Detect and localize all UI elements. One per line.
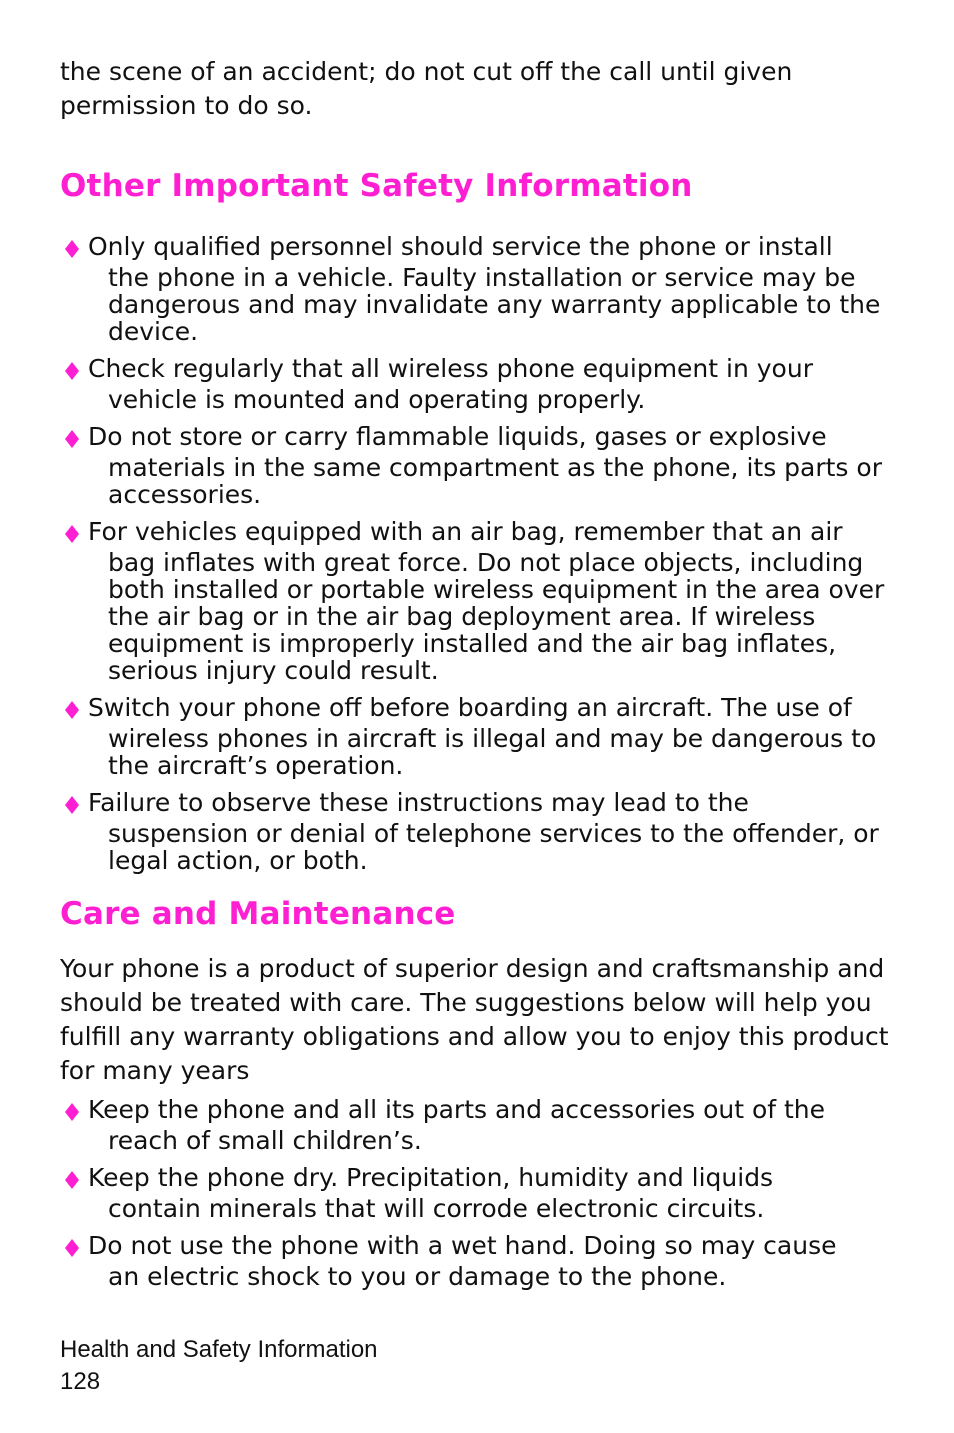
list-item-continuation: the phone in a vehicle. Faulty installation or service may be dangerous and may invalidate any warranty applicable to the device. <box>108 263 881 346</box>
list-item-continuation: vehicle is mounted and operating properly. <box>108 385 646 414</box>
safety-list <box>60 230 900 881</box>
list-item <box>60 691 900 779</box>
list-item <box>60 1161 900 1222</box>
care-intro-paragraph: Your phone is a product of superior design and craftsmanship and should be treated with care. The suggestions below will help you fulfill any warranty obligations and allow you to enjoy this product for many years <box>60 954 889 1085</box>
list-item <box>60 230 900 345</box>
diamond-bullet-icon <box>65 240 79 258</box>
section-title-care: Care and Maintenance <box>60 896 456 932</box>
list-item-first-line: Failure to observe these instructions may lead to the <box>88 788 749 817</box>
care-list <box>60 1093 900 1297</box>
list-item-first-line: For vehicles equipped with an air bag, remember that an air <box>88 517 843 546</box>
list-item-first-line: Only qualified personnel should service the phone or install <box>88 232 833 261</box>
list-item <box>60 786 900 874</box>
diamond-bullet-icon <box>65 430 79 448</box>
footer-section-name: Health and Safety Information <box>60 1336 378 1363</box>
list-item-continuation: materials in the same compartment as the phone, its parts or accessories. <box>108 453 882 509</box>
diamond-bullet-icon <box>65 1171 79 1189</box>
diamond-bullet-icon <box>65 362 79 380</box>
list-item-first-line: Keep the phone dry. Precipitation, humidity and liquids <box>88 1163 774 1192</box>
list-item-continuation: bag inflates with great force. Do not place objects, including both installed or portable wireless equipment in the area over the air bag or in the air bag deployment area. If wireless equipment is improperly installed and the air bag inflates, serious injury could result. <box>108 548 885 685</box>
page-footer <box>60 1334 378 1398</box>
list-item <box>60 1229 900 1290</box>
intro-line-1: the scene of an accident; do not cut off the call until given <box>60 57 793 86</box>
diamond-bullet-icon <box>65 525 79 543</box>
list-item-continuation: wireless phones in aircraft is illegal and may be dangerous to the aircraft’s operation. <box>108 724 877 780</box>
diamond-bullet-icon <box>65 701 79 719</box>
list-item-first-line: Switch your phone off before boarding an aircraft. The use of <box>88 693 852 722</box>
diamond-bullet-icon <box>65 1239 79 1257</box>
list-item-continuation: an electric shock to you or damage to the phone. <box>108 1262 727 1291</box>
list-item-continuation: contain minerals that will corrode electronic circuits. <box>108 1194 765 1223</box>
section-title-safety: Other Important Safety Information <box>60 168 693 204</box>
list-item-continuation: suspension or denial of telephone services to the offender, or legal action, or both. <box>108 819 879 875</box>
list-item <box>60 515 900 684</box>
list-item-first-line: Do not use the phone with a wet hand. Doing so may cause <box>88 1231 837 1260</box>
list-item-first-line: Keep the phone and all its parts and accessories out of the <box>88 1095 826 1124</box>
diamond-bullet-icon <box>65 796 79 814</box>
list-item-first-line: Check regularly that all wireless phone equipment in your <box>88 354 813 383</box>
list-item <box>60 1093 900 1154</box>
list-item-continuation: reach of small children’s. <box>108 1126 422 1155</box>
list-item <box>60 420 900 508</box>
page-number: 128 <box>60 1368 101 1395</box>
intro-paragraph <box>60 55 890 123</box>
list-item <box>60 352 900 413</box>
intro-line-2: permission to do so. <box>60 91 313 120</box>
diamond-bullet-icon <box>65 1103 79 1121</box>
list-item-first-line: Do not store or carry flammable liquids, gases or explosive <box>88 422 827 451</box>
